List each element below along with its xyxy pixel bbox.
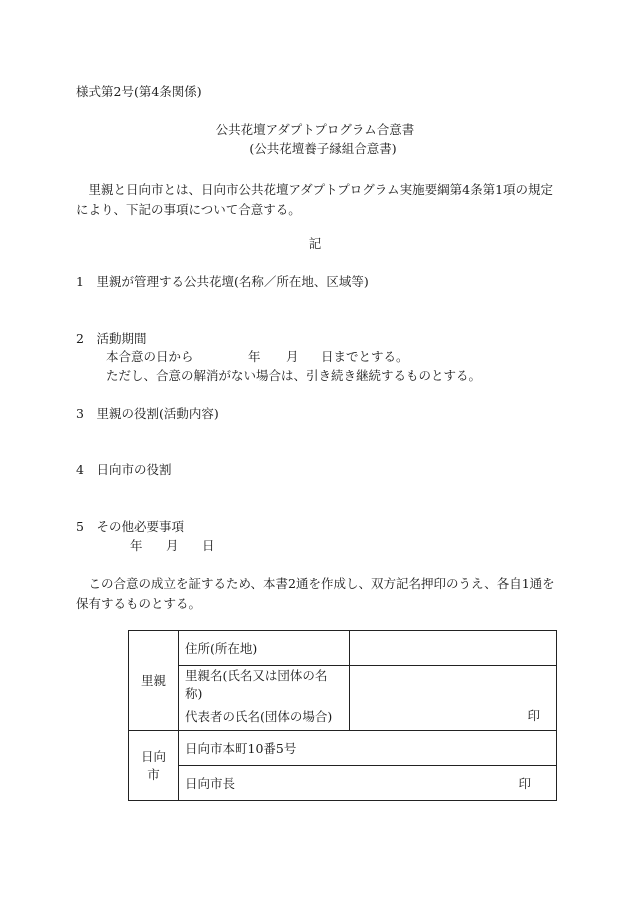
item-2-period-end: 日までとする。 xyxy=(321,349,409,364)
address-label: 住所(所在地) xyxy=(179,631,350,666)
representative-label: 代表者の氏名(団体の場合) xyxy=(179,702,350,730)
signature-table xyxy=(128,630,557,801)
ki-heading: 記 xyxy=(308,236,322,251)
item-3: 3 里親の役割(活動内容) xyxy=(76,406,219,421)
mayor-row xyxy=(179,765,557,800)
closing-paragraph: この合意の成立を証するため、本書2通を作成し、双方記名押印のうえ、各自1通を保有するものとする。 xyxy=(76,576,555,611)
seal-mark-satooya: 印 xyxy=(527,707,540,723)
item-2: 2 活動期間 xyxy=(76,331,147,346)
form-number: 様式第2号(第4条関係) xyxy=(76,84,202,99)
satooya-label: 里親 xyxy=(129,631,179,731)
satooya-name-label: 里親名(氏名又は団体の名称) xyxy=(179,666,350,703)
item-2-year: 年 xyxy=(248,349,261,364)
document-subtitle: (公共花壇養子縁組合意書) xyxy=(249,141,397,156)
satooya-name-field[interactable] xyxy=(350,666,557,731)
seal-mark-city: 印 xyxy=(518,775,532,791)
date-day: 日 xyxy=(202,538,215,553)
city-label: 日向市 xyxy=(129,730,179,800)
item-4: 4 日向市の役割 xyxy=(76,462,172,477)
address-field[interactable] xyxy=(350,631,557,666)
item-2-note: ただし、合意の解消がない場合は、引き続き継続するものとする。 xyxy=(106,368,482,383)
item-1: 1 里親が管理する公共花壇(名称／所在地、区域等) xyxy=(76,274,369,289)
item-5: 5 その他必要事項 xyxy=(76,519,184,534)
date-year: 年 xyxy=(130,538,143,553)
city-address: 日向市本町10番5号 xyxy=(179,730,557,765)
item-2-month: 月 xyxy=(286,349,299,364)
document-title: 公共花壇アダプトプログラム合意書 xyxy=(215,122,415,137)
item-2-period-start: 本合意の日から xyxy=(106,349,194,364)
mayor-label: 日向市長 xyxy=(185,775,236,791)
intro-paragraph: 里親と日向市とは、日向市公共花壇アダプトプログラム実施要綱第4条第1項の規定により、下記の事項について合意する。 xyxy=(76,182,554,217)
date-month: 月 xyxy=(166,538,179,553)
